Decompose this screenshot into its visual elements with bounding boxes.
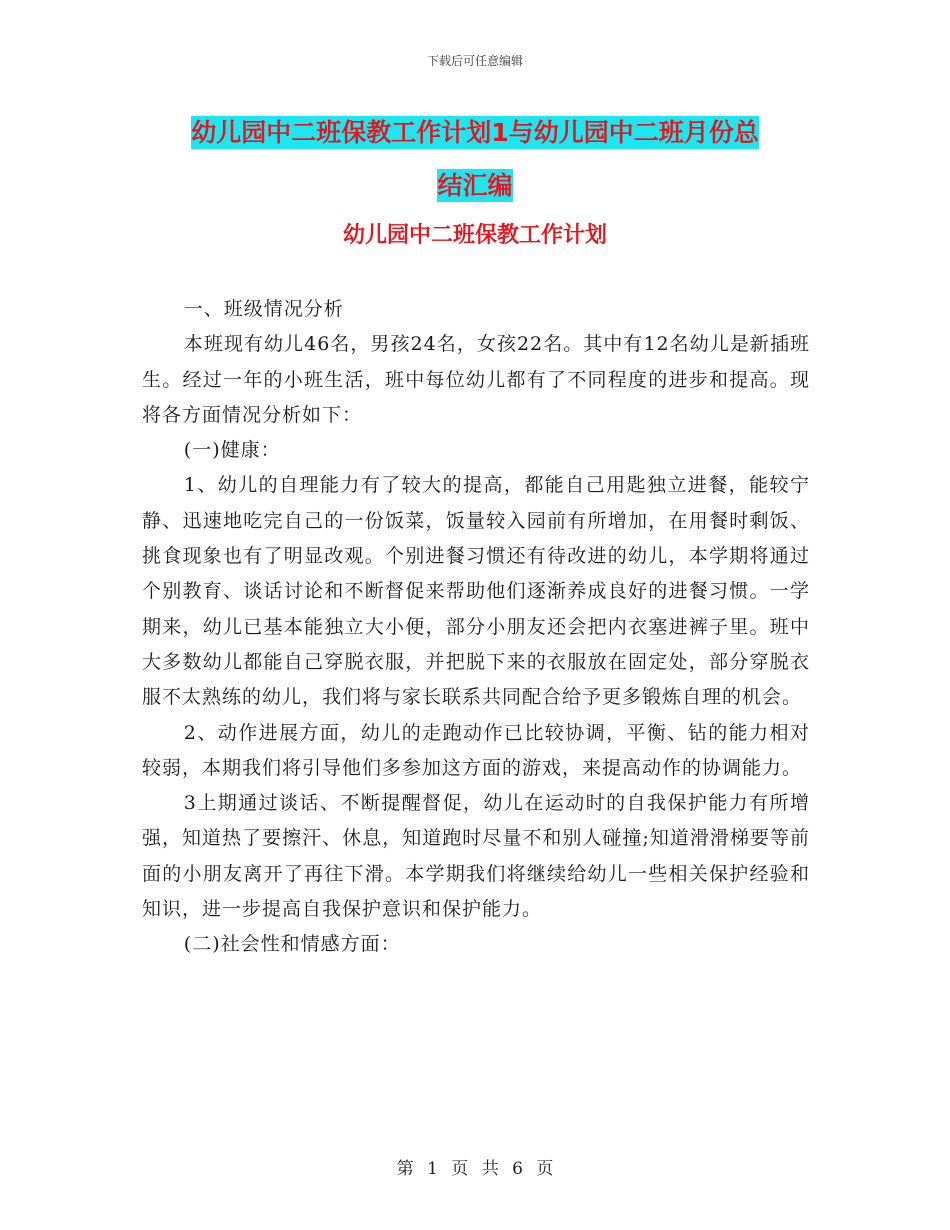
paragraph-self-care: 1、幼儿的自理能力有了较大的提高，都能自己用匙独立进餐，能较宁静、迅速地吃完自己的一份饭菜，饭量较入园前有所增加，在用餐时剩饭、挑食现象也有了明显改观。个别进餐习惯还有待改进的幼儿，本学期将通过个别教育、谈话讨论和不断督促来帮助他们逐渐养成良好的进餐习惯。一学期来，幼儿已基本能独立大小便，部分小朋友还会把内衣塞进裤子里。班中大多数幼儿都能自己穿脱衣服，并把脱下来的衣服放在固定处，部分穿脱衣服不太熟练的幼儿，我们将与家长联系共同配合给予更多锻炼自理的机会。: [142, 474, 810, 709]
document-title-line-2: 结汇编: [437, 171, 513, 200]
subsection-heading-social-emotional: (二)社会性和情感方面：: [183, 933, 401, 956]
paragraph-class-overview: 本班现有幼儿46名，男孩24名，女孩22名。其中有12名幼儿是新插班生。经过一年的小班生活，班中每位幼儿都有了不同程度的进步和提高。现将各方面情况分析如下：: [142, 333, 810, 426]
section-heading-class-analysis: 一、班级情况分析: [183, 298, 344, 320]
page-header-note: 下载后可任意编辑: [426, 54, 523, 68]
document-title-line-1: 幼儿园中二班保教工作计划1与幼儿园中二班月份总: [191, 118, 759, 147]
document-body: [142, 292, 810, 963]
paragraph-motor-development: 2、动作进展方面，幼儿的走跑动作已比较协调，平衡、钻的能力相对较弱，本期我们将引导他们多参加这方面的游戏，来提高动作的协调能力。: [142, 721, 810, 779]
subsection-heading-health: (一)健康：: [183, 439, 281, 462]
section-title: 幼儿园中二班保教工作计划: [342, 223, 607, 248]
paragraph-self-protection: 3上期通过谈话、不断提醒督促，幼儿在运动时的自我保护能力有所增强，知道热了要擦汗、休息，知道跑时尽量不和别人碰撞;知道滑滑梯要等前面的小朋友离开了再往下滑。本学期我们将继续给幼儿一些相关保护经验和知识，进一步提高自我保护意识和保护能力。: [142, 792, 810, 921]
document-title: [140, 106, 810, 212]
page-number: 第 1 页 共 6 页: [396, 1159, 554, 1179]
